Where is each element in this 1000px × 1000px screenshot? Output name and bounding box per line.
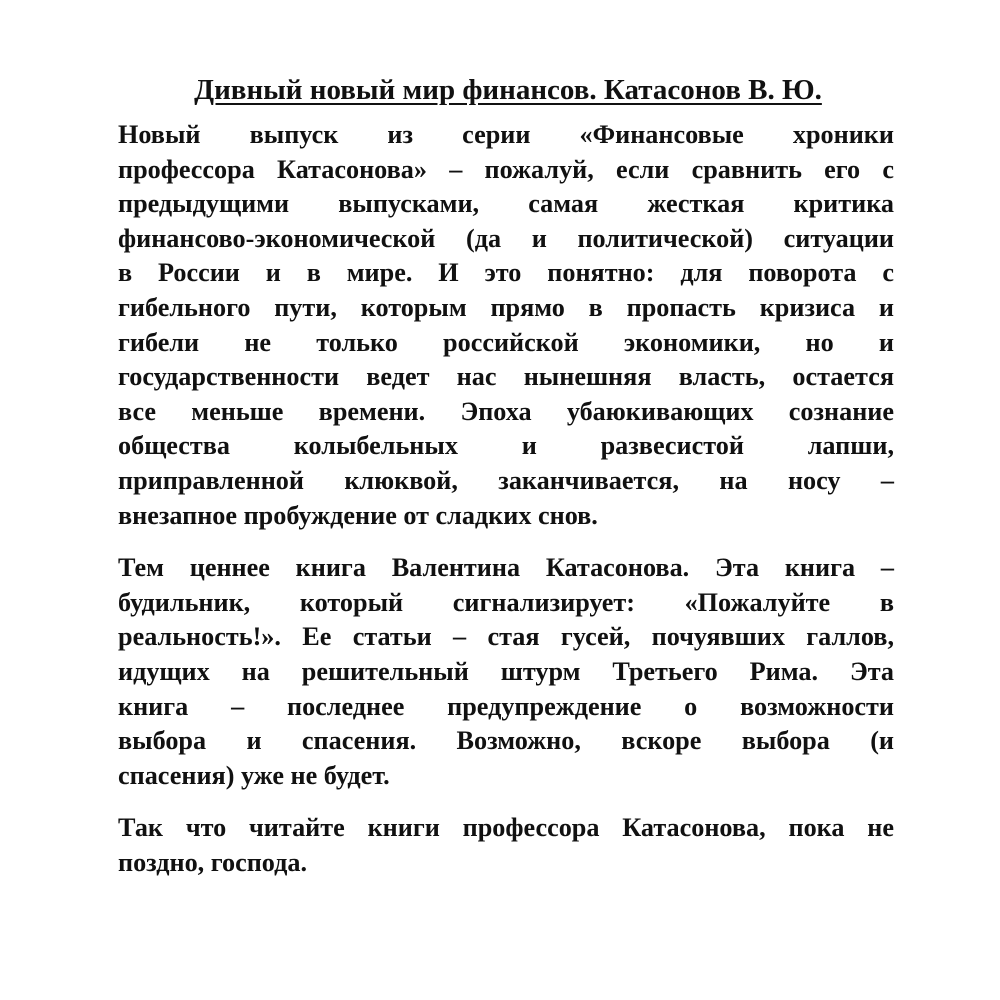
paragraph-line: выбора и спасения. Возможно, вскоре выбора (и	[118, 726, 894, 756]
paragraph-line: профессора Катасонова» – пожалуй, если сравнить его с	[118, 154, 894, 184]
paragraph-line: в России и в мире. И это понятно: для поворота с	[118, 258, 894, 288]
paragraph-line: поздно, господа.	[118, 847, 308, 877]
document-title	[118, 72, 894, 108]
paragraph-line: книга – последнее предупреждение о возможности	[118, 691, 894, 721]
document-title-text: Дивный новый мир финансов. Катасонов В. Ю.	[194, 74, 822, 106]
paragraph-line: спасения) уже не будет.	[118, 760, 390, 790]
paragraph-line: Тем ценнее книга Валентина Катасонова. Эта книга –	[118, 553, 894, 583]
paragraph-line: реальность!». Ее статьи – стая гусей, почуявших галлов,	[118, 622, 894, 652]
paragraph-line: общества колыбельных и развесистой лапши,	[118, 431, 894, 461]
paragraph-line: внезапное пробуждение от сладких снов.	[118, 500, 598, 530]
paragraph-line: финансово-экономической (да и политической) ситуации	[118, 223, 894, 253]
paragraph-line: приправленной клюквой, заканчивается, на носу –	[118, 465, 894, 495]
paragraph-2	[118, 551, 894, 793]
paragraph-line: идущих на решительный штурм Третьего Рима. Эта	[118, 656, 894, 686]
paragraph-line: гибельного пути, которым прямо в пропасть кризиса и	[118, 292, 894, 322]
paragraph-line: государственности ведет нас нынешняя власть, остается	[118, 362, 894, 392]
paragraph-line: все меньше времени. Эпоха убаюкивающих сознание	[118, 396, 894, 426]
document-page	[118, 72, 894, 898]
paragraph-3	[118, 811, 894, 880]
paragraph-line: будильник, который сигнализирует: «Пожалуйте в	[118, 587, 894, 617]
paragraph-line: Так что читайте книги профессора Катасонова, пока не	[118, 813, 894, 843]
paragraph-line: предыдущими выпусками, самая жесткая критика	[118, 189, 894, 219]
paragraph-1	[118, 118, 894, 533]
paragraph-line: гибели не только российской экономики, но и	[118, 327, 894, 357]
paragraph-line: Новый выпуск из серии «Финансовые хроники	[118, 120, 894, 149]
